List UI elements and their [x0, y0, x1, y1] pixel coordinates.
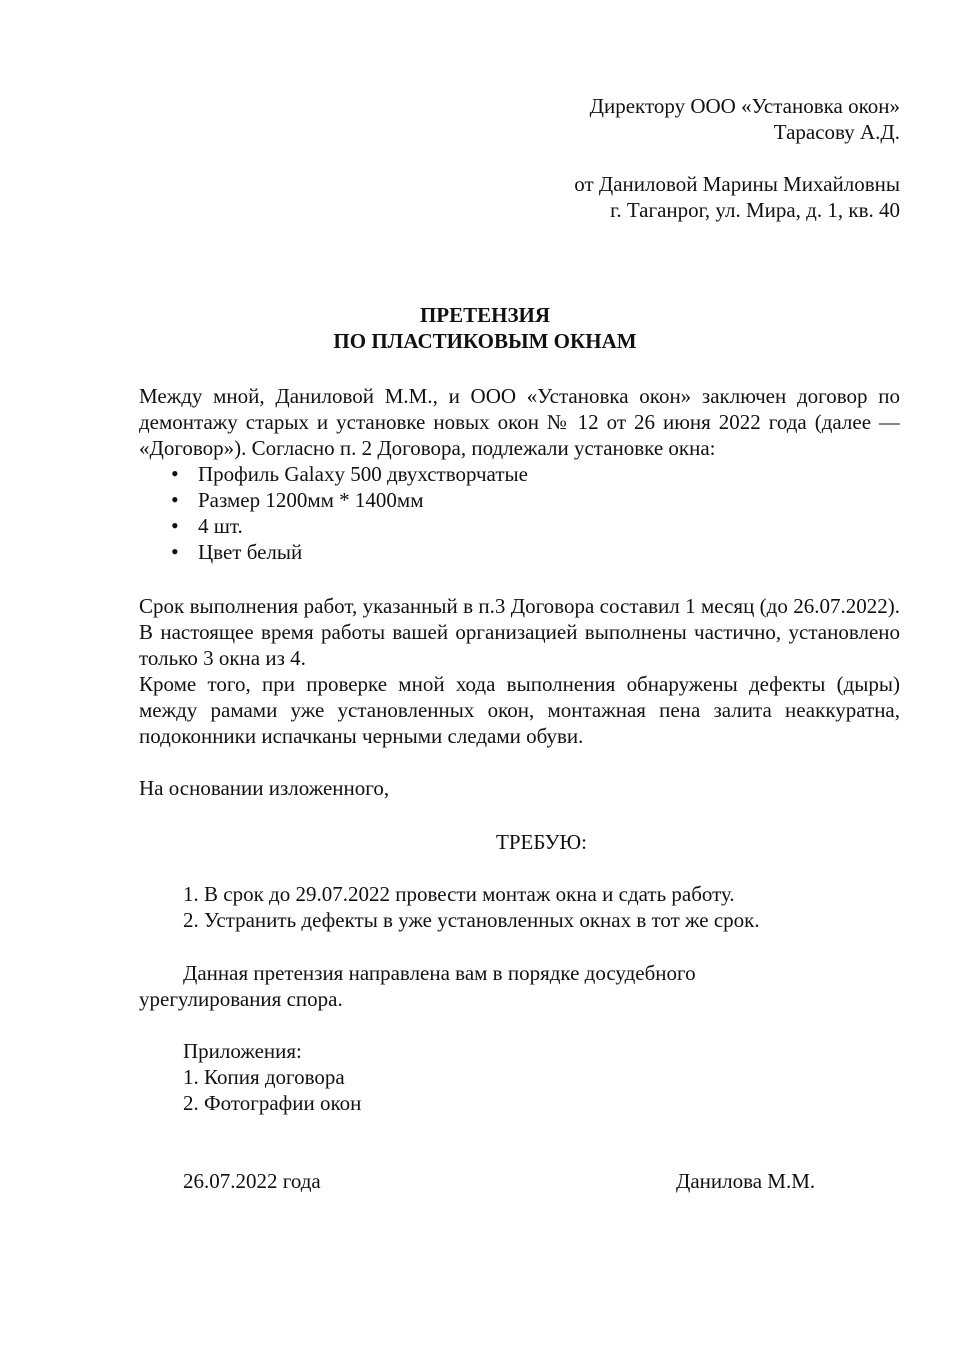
attachment-item: 1. Копия договора [183, 1065, 345, 1089]
intro-paragraph: Между мной, Даниловой М.М., и ООО «Установка окон» заключен договор по демонтажу старых и установке новых окон № 12 от 26 июня 2022 года (далее — «Договор»). Согласно п. 2 Договора, подлежали установке окна: [139, 384, 900, 460]
notice-section [139, 960, 900, 1012]
notice-line-2: урегулирования спора. [139, 987, 343, 1011]
list-item: • 4 шт. [198, 513, 900, 539]
document-date: 26.07.2022 года [183, 1169, 321, 1193]
addressee-block [574, 93, 900, 223]
notice-line-1: Данная претензия направлена вам в порядке досудебного [183, 961, 696, 985]
terms-paragraph: Срок выполнения работ, указанный в п.3 Договора составил 1 месяц (до 26.07.2022). В настоящее время работы вашей организацией выполнены частично, установлено только 3 окна из 4. [139, 594, 900, 670]
window-spec-list [139, 461, 900, 565]
attachments-section [139, 1038, 900, 1116]
sender-name: от Даниловой Марины Михайловны [574, 172, 900, 196]
addressee-name: Тарасову А.Д. [773, 120, 900, 144]
attachments-heading: Приложения: [183, 1039, 302, 1063]
terms-section [139, 593, 900, 749]
demand-heading: ТРЕБУЮ: [496, 830, 587, 854]
list-item: • Профиль Galaxy 500 двухстворчатые [198, 461, 900, 487]
signature-name: Данилова М.М. [676, 1169, 816, 1193]
list-item: • Размер 1200мм * 1400мм [198, 487, 900, 513]
list-item: • Цвет белый [198, 539, 900, 565]
document-title [0, 302, 970, 354]
sender-address: г. Таганрог, ул. Мира, д. 1, кв. 40 [610, 198, 900, 222]
basis-text: На основании изложенного, [139, 776, 390, 800]
demand-item: 2. Устранить дефекты в уже установленных окнах в тот же срок. [183, 908, 760, 932]
basis-section [139, 775, 900, 801]
demands-list [139, 881, 900, 933]
defects-paragraph: Кроме того, при проверке мной хода выполнения обнаружены дефекты (дыры) между рамами уже установленных окон, монтажная пена залита неаккуратна, подоконники испачканы черными следами обуви. [139, 672, 900, 748]
intro-section [139, 383, 900, 565]
attachment-item: 2. Фотографии окон [183, 1091, 362, 1115]
title-line-1: ПРЕТЕНЗИЯ [419, 303, 551, 327]
title-line-2: ПО ПЛАСТИКОВЫМ ОКНАМ [333, 329, 637, 353]
addressee-position: Директору ООО «Установка окон» [589, 94, 900, 118]
demand-item: 1. В срок до 29.07.2022 провести монтаж окна и сдать работу. [183, 882, 735, 906]
